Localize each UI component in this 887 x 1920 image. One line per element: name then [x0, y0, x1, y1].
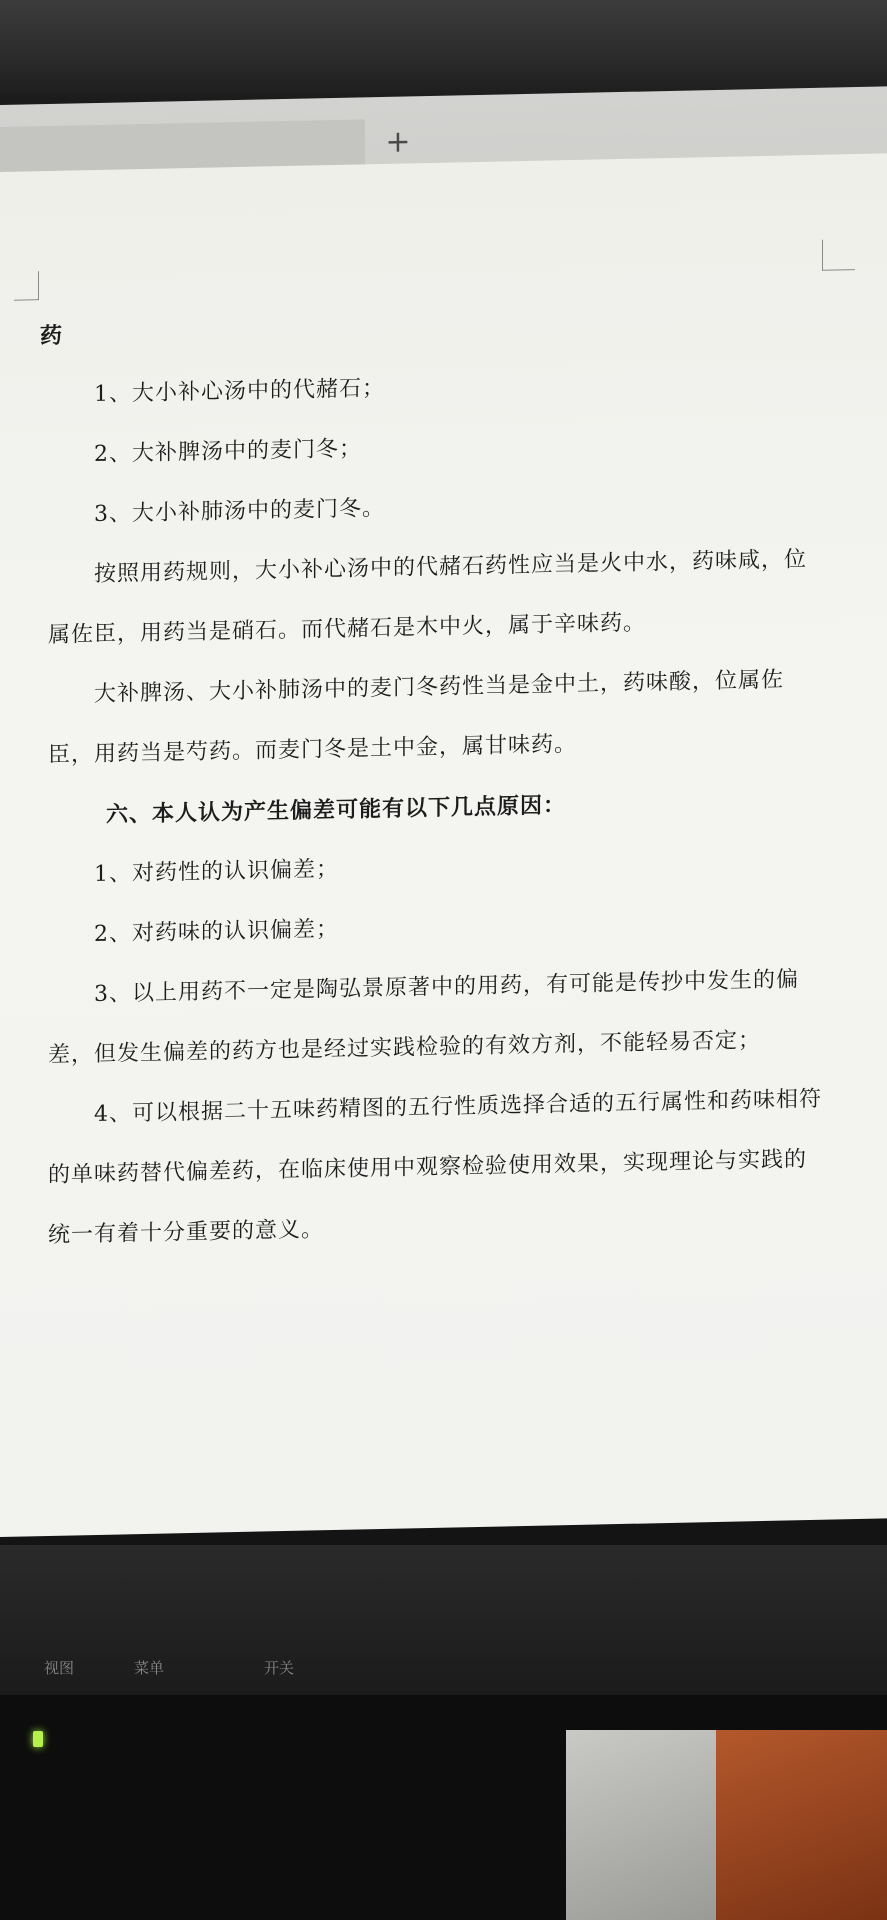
doc-reason-2: 2、对药味的认识偏差； [94, 916, 339, 948]
doc-paragraph-1: 按照用药规则，大小补心汤中的代赭石药性应当是火中水，药味咸，位属佐臣，用药当是硝石。而代赭石是木中火，属于辛味药。 [48, 547, 808, 648]
doc-reason-3: 3、以上用药不一定是陶弘景原著中的用药，有可能是传抄中发生的偏差，但发生偏差的药方也是经过实践检验的有效方剂，不能轻易否定； [48, 967, 799, 1068]
doc-paragraph-2: 大补脾汤、大小补肺汤中的麦门冬药性当是金中土，药味酸，位属佐臣，用药当是芍药。而麦门冬是土中金，属甘味药。 [48, 667, 785, 768]
doc-section-title: 六、本人认为产生偏差可能有以下几点原因： [106, 792, 567, 828]
page-corner-mark-right [822, 239, 855, 271]
page-corner-mark-left [14, 271, 39, 301]
doc-reason-4: 4、可以根据二十五味药精图的五行性质选择合适的五行属性和药味相符的单味药替代偏差药，在临床使用中观察检验使用效果，实现理论与实践的统一有着十分重要的意义。 [48, 1086, 822, 1248]
monitor-bezel-bottom [0, 1695, 887, 1920]
doc-reason-1: 1、对药性的认识偏差； [94, 856, 339, 888]
taskbar-label-switch[interactable]: 开关 [264, 1659, 295, 1677]
app-bottom-bar [0, 1545, 887, 1695]
taskbar-label-menu[interactable]: 菜单 [134, 1659, 165, 1677]
doc-item-3: 3、大小补肺汤中的麦门冬。 [94, 495, 385, 528]
doc-item-2: 2、大补脾汤中的麦门冬； [94, 436, 362, 468]
doc-item-1: 1、大小补心汤中的代赭石； [94, 375, 385, 408]
new-tab-button[interactable]: + [385, 124, 411, 160]
document-page [0, 153, 887, 1537]
doc-heading: 药 [40, 322, 64, 350]
document-body [40, 290, 828, 1266]
taskbar-label-view[interactable]: 视图 [44, 1659, 75, 1677]
power-led-icon [33, 1731, 43, 1747]
desk-paper [566, 1730, 716, 1920]
desk-object [716, 1730, 887, 1920]
